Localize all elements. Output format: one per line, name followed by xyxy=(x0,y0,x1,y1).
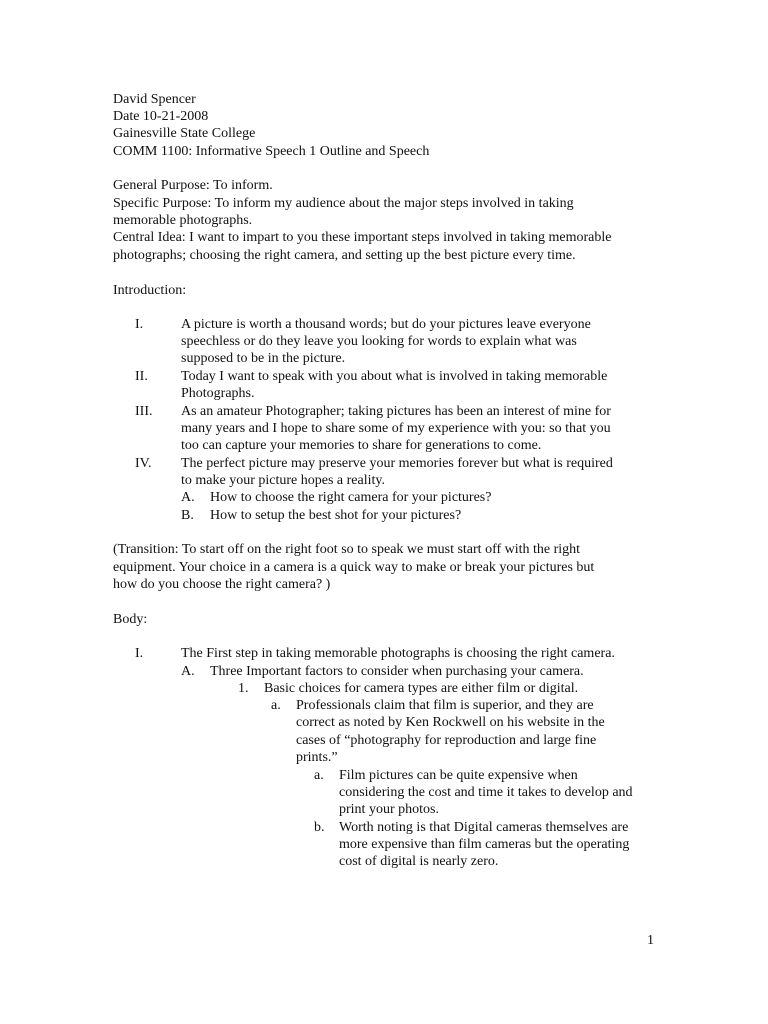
intro-item-line: many years and I hope to share some of my experience with you: so that you xyxy=(181,421,611,436)
intro-item-line: As an amateur Photographer; taking pictures has been an interest of mine for xyxy=(181,404,611,419)
body-level4-line: prints.” xyxy=(296,750,338,765)
body-level5-line: more expensive than film cameras but the operating xyxy=(339,837,630,852)
specific-purpose: Specific Purpose: To inform my audience about the major steps involved in taking xyxy=(113,196,574,211)
central-idea-cont: photographs; choosing the right camera, and setting up the best picture every time. xyxy=(113,248,576,263)
date-line: Date 10-21-2008 xyxy=(113,109,209,124)
intro-sub-text: How to setup the best shot for your pictures? xyxy=(210,508,462,523)
intro-sub-text: How to choose the right camera for your pictures? xyxy=(210,490,492,505)
intro-item-line: Photographs. xyxy=(181,386,255,401)
body-level5-num: b. xyxy=(314,820,325,835)
body-item-num: I. xyxy=(135,646,144,661)
course-line: COMM 1100: Informative Speech 1 Outline and Speech xyxy=(113,144,430,159)
intro-item-line: to make your picture hopes a reality. xyxy=(181,473,385,488)
intro-item-line: too can capture your memories to share for generations to come. xyxy=(181,438,542,453)
body-subsub-text: Basic choices for camera types are either film or digital. xyxy=(264,681,579,696)
body-level5-line: cost of digital is nearly zero. xyxy=(339,854,499,869)
intro-sub-num: A. xyxy=(181,490,195,505)
intro-item-line: The perfect picture may preserve your memories forever but what is required xyxy=(181,456,613,471)
intro-item-line: A picture is worth a thousand words; but do your pictures leave everyone xyxy=(181,317,591,332)
body-level4-num: a. xyxy=(271,698,281,713)
body-level5-line: Film pictures can be quite expensive when xyxy=(339,768,578,783)
intro-item-num: IV. xyxy=(135,456,152,471)
intro-sub-num: B. xyxy=(181,508,194,523)
introduction-heading: Introduction: xyxy=(113,283,187,298)
school-line: Gainesville State College xyxy=(113,126,256,141)
intro-item-num: I. xyxy=(135,317,144,332)
intro-item-line: speechless or do they leave you looking for words to explain what was xyxy=(181,334,577,349)
body-level4-line: Professionals claim that film is superior, and they are xyxy=(296,698,594,713)
body-level5-line: considering the cost and time it takes to develop and xyxy=(339,785,633,800)
body-level5-num: a. xyxy=(314,768,324,783)
body-level5-line: Worth noting is that Digital cameras themselves are xyxy=(339,820,629,835)
body-level4-line: correct as noted by Ken Rockwell on his website in the xyxy=(296,715,605,730)
transition-line: how do you choose the right camera? ) xyxy=(113,577,331,592)
intro-item-line: supposed to be in the picture. xyxy=(181,351,346,366)
intro-item-num: II. xyxy=(135,369,148,384)
transition-line: (Transition: To start off on the right foot so to speak we must start off with the right xyxy=(113,542,581,557)
body-sub-num: A. xyxy=(181,664,195,679)
body-level5-line: print your photos. xyxy=(339,802,439,817)
body-sub-text: Three Important factors to consider when purchasing your camera. xyxy=(210,664,584,679)
transition-line: equipment. Your choice in a camera is a quick way to make or break your pictures but xyxy=(113,560,595,575)
general-purpose: General Purpose: To inform. xyxy=(113,178,273,193)
body-subsub-num: 1. xyxy=(238,681,249,696)
specific-purpose-cont: memorable photographs. xyxy=(113,213,253,228)
intro-item-line: Today I want to speak with you about what is involved in taking memorable xyxy=(181,369,608,384)
body-item-text: The First step in taking memorable photographs is choosing the right camera. xyxy=(181,646,615,661)
central-idea: Central Idea: I want to impart to you these important steps involved in taking memorable xyxy=(113,230,612,245)
body-level4-line: cases of “photography for reproduction and large fine xyxy=(296,733,597,748)
page-number: 1 xyxy=(647,933,654,948)
intro-item-num: III. xyxy=(135,404,153,419)
author-name: David Spencer xyxy=(113,92,196,107)
body-heading: Body: xyxy=(113,612,148,627)
